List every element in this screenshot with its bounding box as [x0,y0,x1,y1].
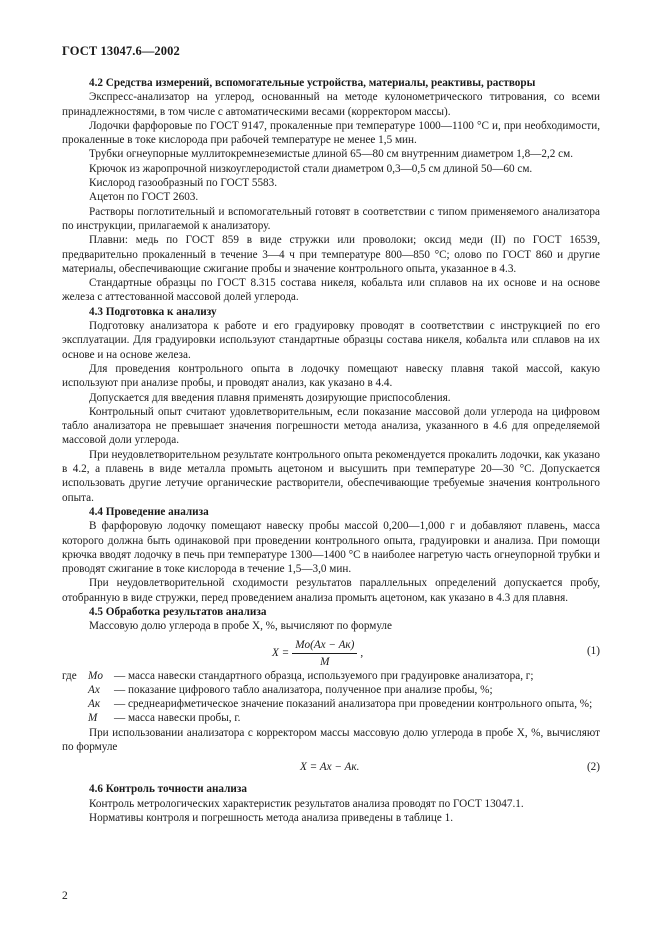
paragraph: Подготовку анализатора к работе и его градуировку проводят в соответствии с инструкцией по его эксплуатации. Для градуировки используют стандартные образцы состава никеля, кобальта или сплавов на их основе и на основе железа. [62,320,600,361]
definition-item [62,711,600,725]
definition-prefix [62,683,88,697]
page-number: 2 [62,890,68,902]
definition-item [62,697,600,711]
definition-prefix [62,697,88,711]
paragraph: В фарфоровую лодочку помещают навеску пробы массой 0,200—1,000 г и добавляют плавень, масса которого должна быть одинаковой при проведении контрольного опыта, градуировки и анализа. При помощи крючка вводят лодочку в печь при температуре 1300—1400 °С в наиболее нагретую часть огнеупорной трубки и проводят сжигание в токе кислорода в течение 1,5—3,0 мин. [62,520,600,576]
paragraph: Лодочки фарфоровые по ГОСТ 9147, прокаленные при температуре 1000—1100 °С и, при необходимости, прокаленные в токе кислорода при рабочей температуре не менее 1,5 мин. [62,119,600,147]
paragraph: Плавни: медь по ГОСТ 859 в виде стружки или проволоки; оксид меди (II) по ГОСТ 16539, предварительно прокаленный в течение 3—4 ч при температуре 800—850 °С; олово по ГОСТ 860 и другие материалы, обеспечивающие сжигание пробы и значение контрольного опыта, указанное в 4.3. [62,234,600,275]
paragraph: Трубки огнеупорные муллитокремнеземистые длиной 65—80 см внутренним диаметром 1,8—2,2 см. [89,148,573,161]
formula-tail: , [360,647,364,660]
definition-text: — среднеарифметическое значение показаний анализатора при проведении контрольного опыта, %; [114,698,593,711]
paragraph: Контроль метрологических характеристик результатов анализа проводят по ГОСТ 13047.1. [89,797,524,810]
fraction-numerator: Mо(Ax − Aк) [292,638,357,654]
definition-symbol: M [88,712,98,725]
definitions-list [62,669,600,726]
formula-1 [62,636,600,666]
definition-prefix: где [62,669,77,682]
definition-symbol: Ax [88,683,100,696]
paragraph: Экспресс-анализатор на углерод, основанный на методе кулонометрического титрования, со всеми принадлежностями, в том числе с автоматическими весами (корректором массы). [62,91,600,118]
section-4-6-heading: 4.6 Контроль точности анализа [89,783,247,796]
paragraph: Кислород газообразный по ГОСТ 5583. [89,177,278,190]
paragraph: Массовую долю углерода в пробе X, %, вычисляют по формуле [89,620,392,633]
formula-lhs: X = [272,647,290,660]
paragraph: При использовании анализатора с корректором массы массовую долю углерода в пробе X, %, вычисляют по формуле [62,726,600,754]
fraction [292,638,357,670]
formula-2-expression: X = Ax − Aк. [300,761,360,774]
paragraph: Для проведения контрольного опыта в лодочку помещают навеску плавня такой массой, какую используют при анализе пробы, и проводят анализ, как указано в 4.4. [62,362,600,390]
paragraph: При неудовлетворительном результате контрольного опыта рекомендуется прокалить лодочки, как указано в 4.2, а плавень в виде металла промыть ацетоном и высушить при температуре 20—30 °С. Допускается использовать другие летучие органические растворители, обеспечивающие требуемые значения контрольного опыта. [62,448,600,504]
definition-text: — масса навески стандартного образца, используемого при градуировке анализатора, г; [114,669,534,682]
paragraph: Стандартные образцы по ГОСТ 8.315 состава никеля, кобальта или сплавов на их основе и на основе железа с аттестованной массовой долей углерода. [62,277,600,304]
page-content [62,76,600,825]
definition-text: — масса навески пробы, г. [114,712,241,725]
definition-item [62,669,600,683]
formula-2 [62,756,600,778]
formula-1-number: (1) [586,644,600,657]
definition-item [62,683,600,697]
definition-text: — показание цифрового табло анализатора, полученное при анализе пробы, %; [114,683,493,696]
paragraph: При неудовлетворительной сходимости результатов параллельных определений допускается пробу, отобранную в виде стружки, перед проведением анализа промыть ацетоном, как указано в 4.3 для плавня. [62,577,600,604]
page-header: ГОСТ 13047.6—2002 [62,44,180,58]
formula-2-number: (2) [586,761,600,774]
section-4-2-heading: 4.2 Средства измерений, вспомогательные устройства, материалы, реактивы, растворы [89,77,536,89]
paragraph: Контрольный опыт считают удовлетворительным, если показание массовой доли углерода на цифровом табло анализатора не превышает значения погрешности метода анализа, указанного в 4.6 для определяемой массовой доли углерода. [62,405,600,447]
section-4-4-heading: 4.4 Проведение анализа [89,505,209,518]
paragraph: Допускается для введения плавня применять дозирующие приспособления. [89,391,451,404]
fraction-denominator: M [320,655,330,668]
definition-symbol: Mо [88,669,103,682]
definition-symbol: Aк [88,698,101,711]
formula-1-expression [272,638,363,670]
paragraph: Ацетон по ГОСТ 2603. [89,191,199,204]
section-4-5-heading: 4.5 Обработка результатов анализа [89,605,267,618]
paragraph: Нормативы контроля и погрешность метода анализа приведены в таблице 1. [89,811,454,824]
paragraph: Растворы поглотительный и вспомогательный готовят в соответствии с типом применяемого анализатора по инструкции, прилагаемой к анализатору. [62,205,600,232]
definition-prefix [62,711,88,725]
paragraph: Крючок из жаропрочной низкоуглеродистой стали диаметром 0,3—0,5 см длиной 50—60 см. [89,162,533,175]
section-4-3-heading: 4.3 Подготовка к анализу [89,305,217,318]
